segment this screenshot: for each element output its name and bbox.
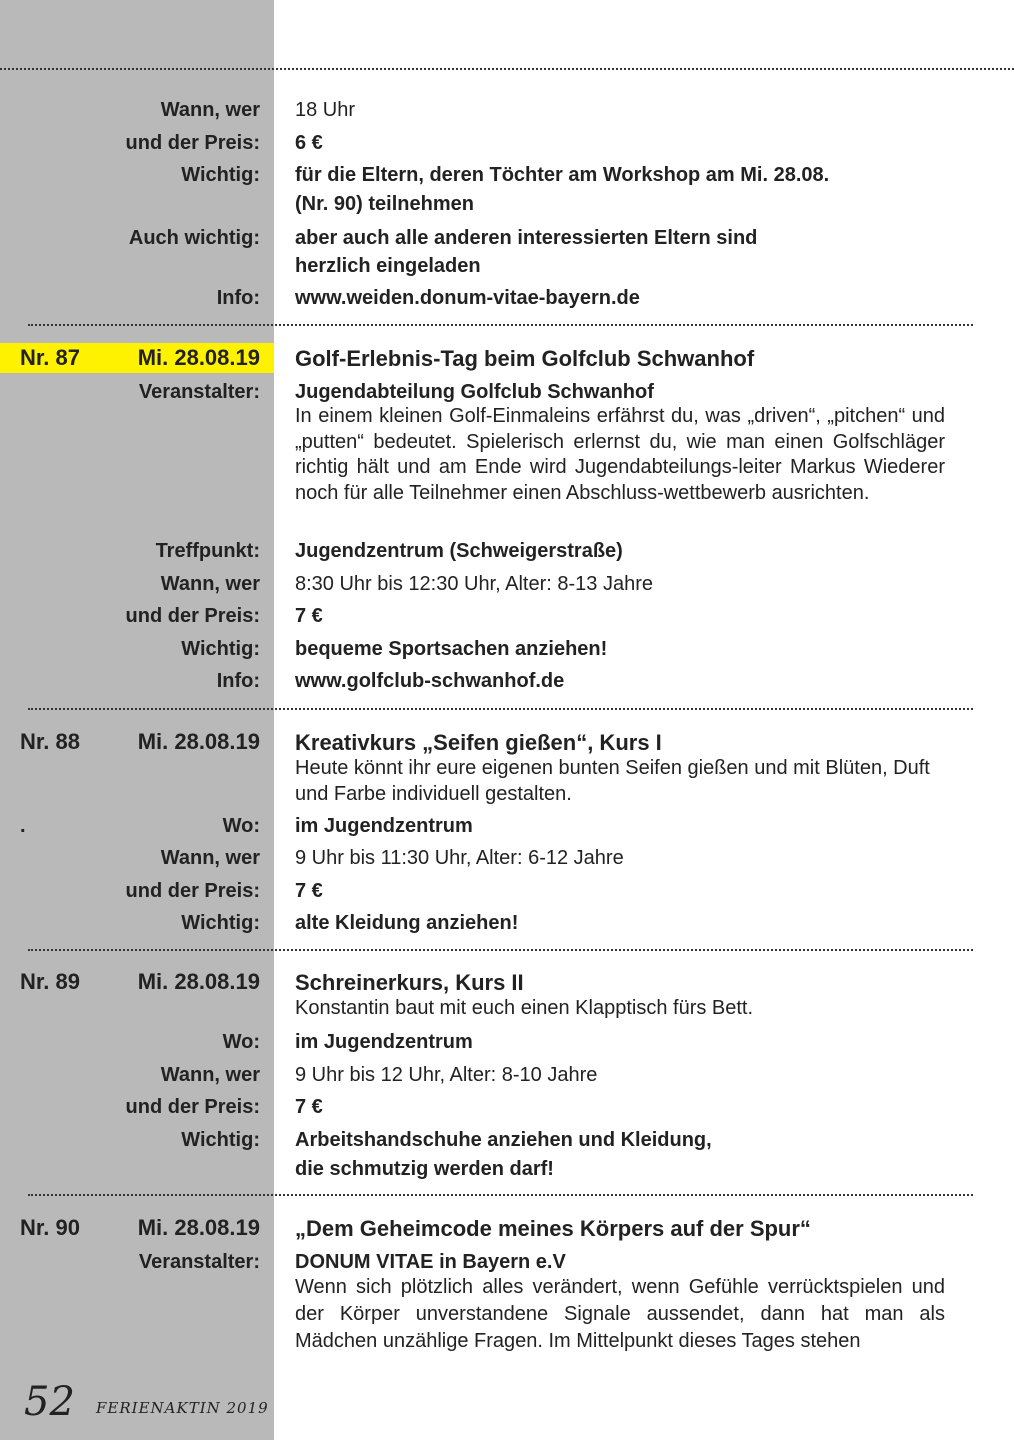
event-header xyxy=(0,1213,274,1243)
price-value: 6 € xyxy=(295,132,323,154)
when-label: Wann, wer xyxy=(160,847,260,869)
where-label: Wo: xyxy=(222,815,260,837)
event-number: Nr. 88 xyxy=(20,729,80,754)
event-date: Mi. 28.08.19 xyxy=(137,969,260,994)
organizer-value: DONUM VITAE in Bayern e.V xyxy=(295,1251,566,1273)
price-value: 7 € xyxy=(295,1096,323,1118)
event-number: Nr. 90 xyxy=(20,1215,80,1240)
event-title: „Dem Geheimcode meines Körpers auf der Spur“ xyxy=(295,1216,811,1241)
also-important-label: Auch wichtig: xyxy=(128,227,260,249)
where-value: im Jugendzentrum xyxy=(295,1031,473,1053)
event-date: Mi. 28.08.19 xyxy=(137,729,260,754)
event-description: In einem kleinen Golf-Einmaleins erfährst du, was „driven“, „pitchen“ und „putten“ bedeutet. Spielerisch erlernst du, wie man einen Golfschläger richtig hält und am Ende wird Jugendabteilungs-leiter Markus Wiederer noch für alle Teilnehmer einen Abschluss-wettbewerb ausrichten. xyxy=(295,405,945,504)
important-value: für die Eltern, deren Töchter am Workshop am Mi. 28.08. xyxy=(295,164,830,186)
stray-mark: . xyxy=(20,815,26,837)
event-description: Heute könnt ihr eure eigenen bunten Seifen gießen und mit Blüten, Duft und Farbe individuell gestalten. xyxy=(295,757,930,805)
also-important-value: herzlich eingeladen xyxy=(295,255,481,277)
event-description: Wenn sich plötzlich alles verändert, wenn Gefühle verrücktspielen und der Körper unverstandene Signale aussendet, dann hat man als Mädchen unzählige Fragen. Im Mittelpunkt dieses Tages stehen xyxy=(295,1276,945,1352)
price-value: 7 € xyxy=(295,605,323,627)
meet-value: Jugendzentrum (Schweigerstraße) xyxy=(295,540,623,562)
event-date: Mi. 28.08.19 xyxy=(137,345,260,370)
meet-label: Treffpunkt: xyxy=(155,540,260,562)
info-link[interactable]: www.weiden.donum-vitae-bayern.de xyxy=(295,287,640,309)
organizer-value: Jugendabteilung Golfclub Schwanhof xyxy=(295,381,654,403)
important-value: bequeme Sportsachen anziehen! xyxy=(295,638,608,660)
divider xyxy=(28,1194,973,1196)
also-important-value: aber auch alle anderen interessierten Eltern sind xyxy=(295,227,758,249)
event-title: Kreativkurs „Seifen gießen“, Kurs I xyxy=(295,730,662,755)
important-label: Wichtig: xyxy=(181,164,260,186)
price-label: und der Preis: xyxy=(125,880,260,902)
important-value: alte Kleidung anziehen! xyxy=(295,912,519,934)
event-title: Golf-Erlebnis-Tag beim Golfclub Schwanhof xyxy=(295,346,755,371)
important-label: Wichtig: xyxy=(181,638,260,660)
publication-name: FERIENAKTIN 2019 xyxy=(96,1399,269,1417)
event-header xyxy=(0,727,274,757)
price-label: und der Preis: xyxy=(125,605,260,627)
event-date: Mi. 28.08.19 xyxy=(137,1215,260,1240)
organizer-label: Veranstalter: xyxy=(138,1251,260,1273)
when-value: 9 Uhr bis 11:30 Uhr, Alter: 6-12 Jahre xyxy=(295,847,624,869)
where-label: Wo: xyxy=(222,1031,260,1053)
divider xyxy=(0,68,1014,70)
important-value: die schmutzig werden darf! xyxy=(295,1158,554,1180)
event-description: Konstantin baut mit euch einen Klapptisch fürs Bett. xyxy=(295,997,754,1019)
price-label: und der Preis: xyxy=(125,1096,260,1118)
event-header-highlighted xyxy=(0,343,274,373)
where-value: im Jugendzentrum xyxy=(295,815,473,837)
page-number: 52 xyxy=(24,1379,75,1425)
event-number: Nr. 89 xyxy=(20,969,80,994)
event-number: Nr. 87 xyxy=(20,345,80,370)
event-header xyxy=(0,967,274,997)
when-label: Wann, wer xyxy=(160,99,260,121)
info-label: Info: xyxy=(216,287,260,309)
when-value: 9 Uhr bis 12 Uhr, Alter: 8-10 Jahre xyxy=(295,1064,598,1086)
important-label: Wichtig: xyxy=(181,912,260,934)
when-value: 18 Uhr xyxy=(295,99,356,121)
info-link[interactable]: www.golfclub-schwanhof.de xyxy=(295,670,565,692)
event-title: Schreinerkurs, Kurs II xyxy=(295,970,524,995)
important-label: Wichtig: xyxy=(181,1129,260,1151)
divider xyxy=(28,949,973,951)
important-value: (Nr. 90) teilnehmen xyxy=(295,193,474,215)
price-value: 7 € xyxy=(295,880,323,902)
important-value: Arbeitshandschuhe anziehen und Kleidung, xyxy=(295,1129,712,1151)
price-label: und der Preis: xyxy=(125,132,260,154)
info-label: Info: xyxy=(216,670,260,692)
when-label: Wann, wer xyxy=(160,1064,260,1086)
divider xyxy=(28,324,973,326)
organizer-label: Veranstalter: xyxy=(138,381,260,403)
divider xyxy=(28,708,973,710)
when-value: 8:30 Uhr bis 12:30 Uhr, Alter: 8-13 Jahre xyxy=(295,573,653,595)
when-label: Wann, wer xyxy=(160,573,260,595)
